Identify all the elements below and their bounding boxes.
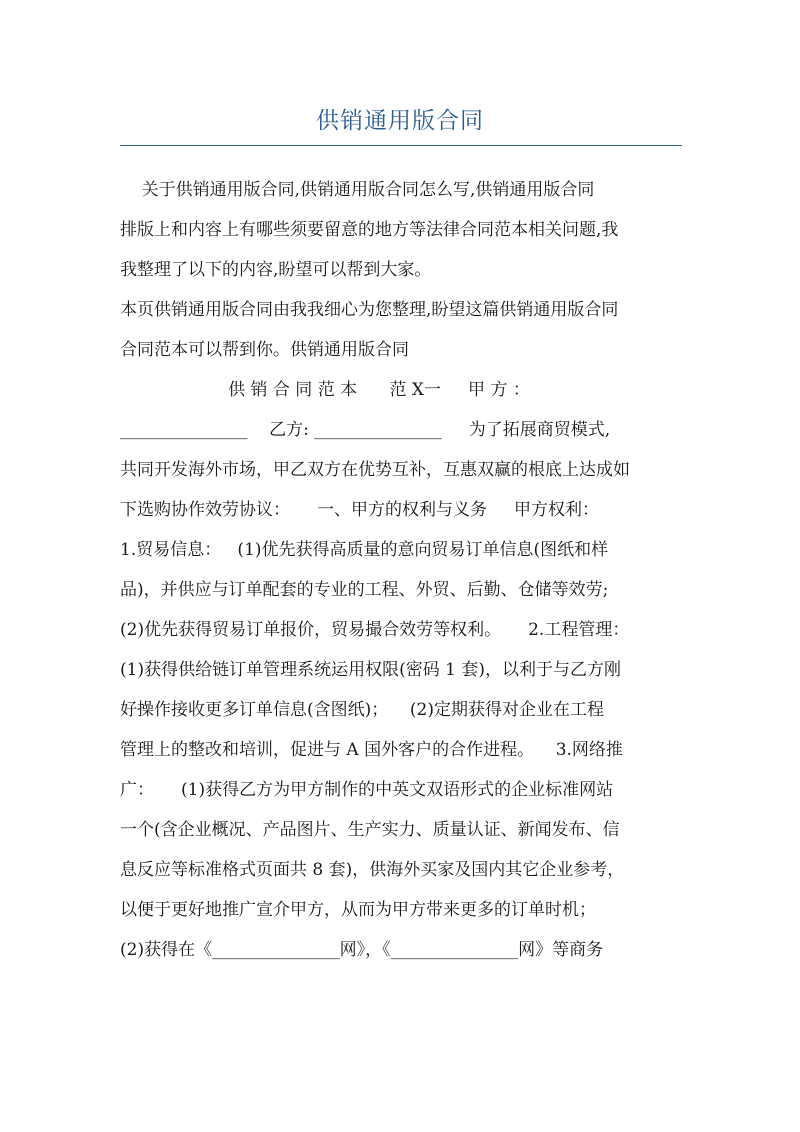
body-line: 好操作接收更多订单信息(含图纸)； (2)定期获得对企业在工程 <box>120 700 604 720</box>
body-line: 本页供销通用版合同由我我细心为您整理,盼望这篇供销通用版合同 <box>120 300 619 320</box>
body-line: 供 销 合 同 范 本 范 X一 甲 方 ： <box>120 380 530 400</box>
title-underline <box>120 145 682 146</box>
body-line: 合同范本可以帮到你。供销通用版合同 <box>120 340 409 360</box>
body-line: 下选购协作效劳协议： 一、甲方的权利与义务 甲方权利： <box>120 500 600 520</box>
body-line: (2)优先获得贸易订单报价，贸易撮合效劳等权利。 2.工程管理： <box>120 620 630 640</box>
body-line: _______________ 乙方: _______________ 为了拓展商贸模式, <box>120 420 611 440</box>
document-title: 供销通用版合同 <box>316 108 484 134</box>
body-line: 1.贸易信息： (1)优先获得高质量的意向贸易订单信息(图纸和样 <box>120 540 609 560</box>
body-line: 息反应等标准格式页面共 8 套)，供海外买家及国内其它企业参考， <box>120 860 625 880</box>
body-line: 以便于更好地推广宣介甲方，从而为甲方带来更多的订单时机； <box>120 900 596 920</box>
body-line: 共同开发海外市场，甲乙双方在优势互补，互惠双赢的根底上达成如 <box>120 460 630 480</box>
body-line: 一个(含企业概况、产品图片、生产实力、质量认证、新闻发布、信 <box>120 820 620 840</box>
body-line: 关于供销通用版合同,供销通用版合同怎么写,供销通用版合同 <box>120 180 595 200</box>
body-line: (1)获得供给链订单管理系统运用权限(密码 1 套)，以利于与乙方刚 <box>120 660 621 680</box>
body-line: 排版上和内容上有哪些须要留意的地方等法律合同范本相关问题,我 <box>120 220 619 240</box>
body-line: (2)获得在《_______________网》，《_______________网》等商务 <box>120 940 604 960</box>
body-line: 广： (1)获得乙方为甲方制作的中英文双语形式的企业标准网站 <box>120 780 614 800</box>
document-body <box>120 170 682 970</box>
body-line: 管理上的整改和培训，促进与 A 国外客户的合作进程。 3.网络推 <box>120 740 623 760</box>
body-line: 品)，并供应与订单配套的专业的工程、外贸、后勤、仓储等效劳; <box>120 580 609 600</box>
body-line: 我整理了以下的内容,盼望可以帮到大家。 <box>120 260 432 280</box>
